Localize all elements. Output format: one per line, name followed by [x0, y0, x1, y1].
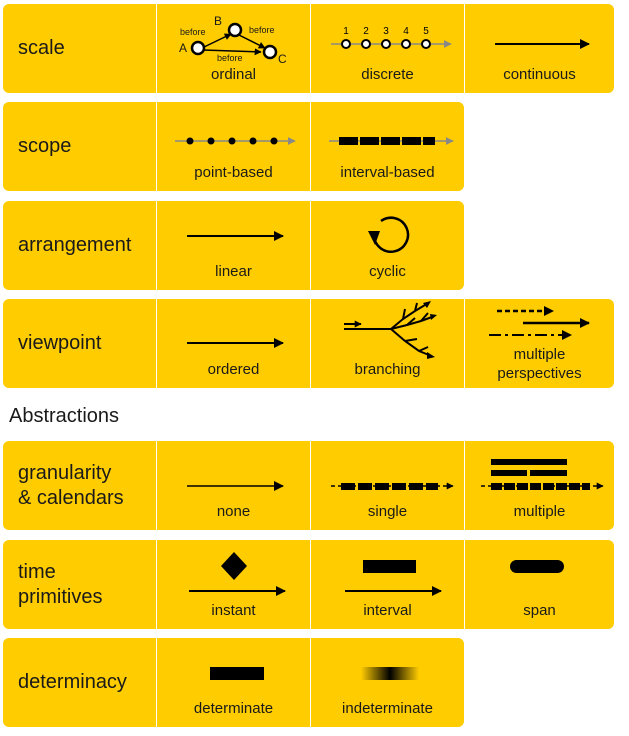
option-caption: instant — [211, 602, 256, 619]
option-linear — [157, 201, 310, 290]
option-caption: none — [216, 503, 251, 520]
svg-text:1: 1 — [343, 26, 349, 37]
row-viewpoint — [3, 299, 614, 388]
option-discrete — [311, 4, 464, 93]
option-caption: single — [367, 503, 408, 520]
row-label: scale — [18, 37, 65, 59]
row-time-primitives — [3, 540, 614, 629]
row-label: scope — [18, 135, 72, 157]
option-multiple — [465, 441, 614, 530]
svg-text:5: 5 — [423, 26, 429, 37]
option-caption: interval — [363, 602, 412, 619]
option-multiple-perspectives — [465, 299, 614, 388]
option-caption: indeterminate — [342, 700, 433, 717]
option-caption: branching — [354, 361, 421, 378]
row-label: arrangement — [18, 234, 132, 256]
svg-text:2: 2 — [363, 26, 369, 37]
option-caption: point-based — [194, 164, 273, 181]
row-label: granularity & calendars — [18, 461, 124, 509]
svg-text:3: 3 — [383, 26, 389, 37]
option-branching — [311, 299, 464, 388]
svg-text:before: before — [217, 53, 243, 63]
option-instant — [157, 540, 310, 629]
option-ordered — [157, 299, 310, 388]
option-none — [157, 441, 310, 530]
row-label-cell — [3, 638, 156, 727]
option-interval — [311, 540, 464, 629]
row-label-cell — [3, 441, 156, 530]
row-granularity-calendars — [3, 441, 614, 530]
row-label-cell — [3, 299, 156, 388]
option-caption: span — [523, 602, 556, 619]
option-caption: discrete — [361, 66, 414, 83]
option-indeterminate — [311, 638, 464, 727]
svg-text:before: before — [249, 25, 275, 35]
option-ordinal — [157, 4, 310, 93]
option-caption: cyclic — [369, 263, 406, 280]
row-arrangement — [3, 201, 464, 290]
row-label-cell — [3, 102, 156, 191]
section-title-abstractions: Abstractions — [9, 405, 120, 427]
row-label-cell — [3, 201, 156, 290]
option-determinate — [157, 638, 310, 727]
row-label-cell — [3, 4, 156, 93]
option-caption: linear — [215, 263, 252, 280]
option-cyclic — [311, 201, 464, 290]
row-label: determinacy — [18, 671, 127, 693]
option-caption: determinate — [193, 700, 274, 717]
option-single — [311, 441, 464, 530]
option-interval-based — [311, 102, 464, 191]
option-continuous — [465, 4, 614, 93]
row-label-cell — [3, 540, 156, 629]
svg-text:B: B — [214, 14, 223, 28]
svg-text:before: before — [180, 27, 206, 37]
row-label: viewpoint — [18, 332, 102, 354]
option-caption: multiple — [513, 503, 566, 520]
option-span — [465, 540, 614, 629]
svg-text:C: C — [278, 52, 287, 66]
option-caption: interval-based — [340, 164, 435, 181]
option-caption: continuous — [503, 66, 576, 83]
option-caption: ordered — [207, 361, 260, 378]
option-caption: multiple perspectives — [497, 346, 582, 382]
row-scale — [3, 4, 614, 93]
svg-text:A: A — [179, 41, 188, 55]
option-point-based — [157, 102, 310, 191]
svg-text:4: 4 — [403, 26, 409, 37]
row-scope — [3, 102, 464, 191]
row-label: time primitives — [18, 560, 103, 608]
option-caption: ordinal — [210, 66, 257, 83]
row-determinacy — [3, 638, 464, 727]
